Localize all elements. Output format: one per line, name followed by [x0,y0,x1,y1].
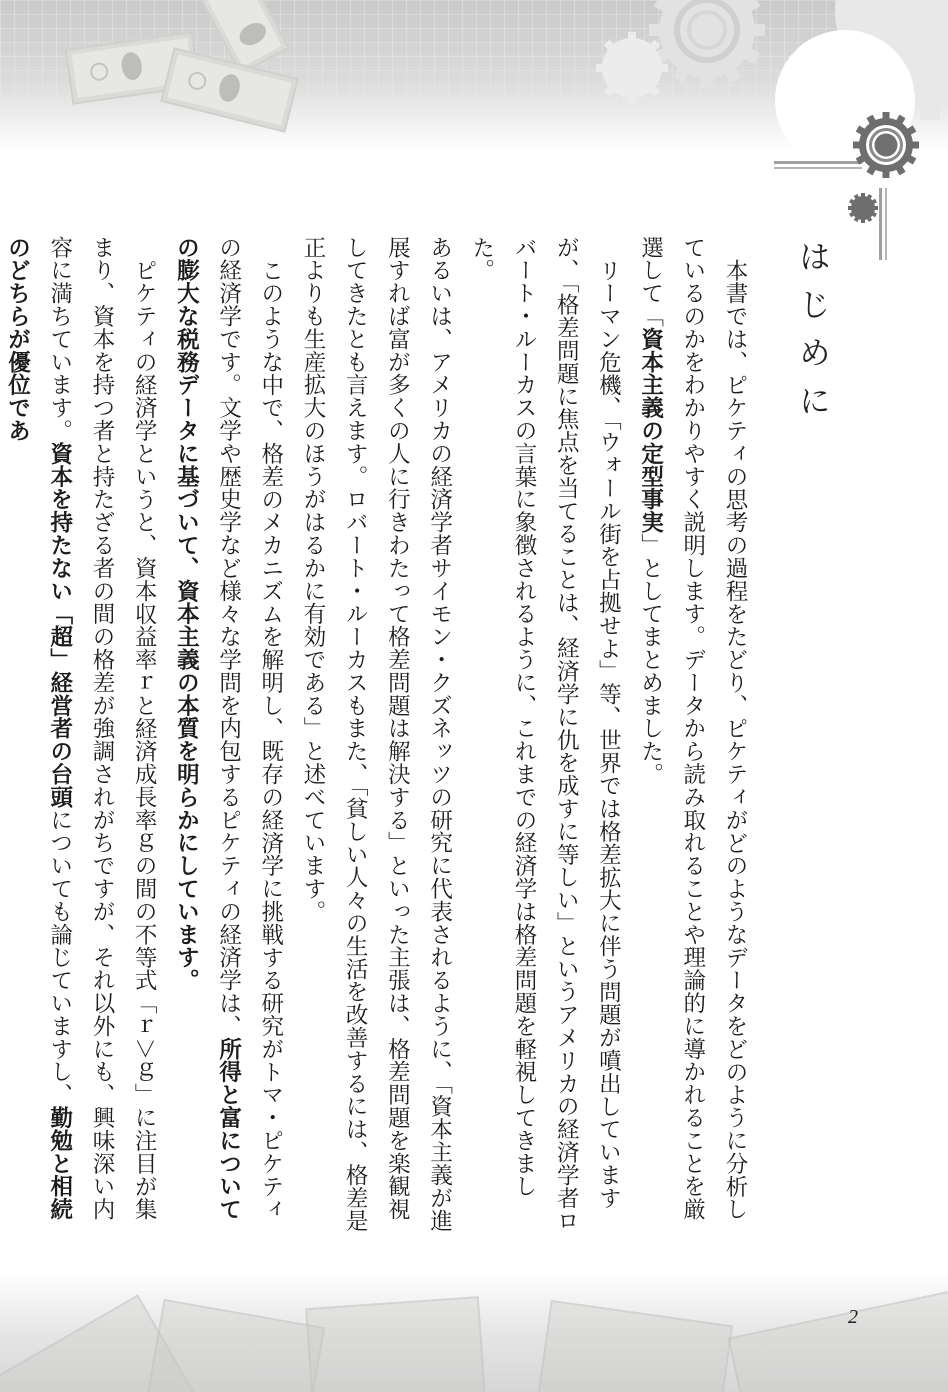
paragraph-text: このような中で、格差のメカニズムを解明し、既存の経済学に挑戦する研究がトマ・ピケティの経済学です。文学や歴史学など様々な学問を内包するピケティの経済学は、 [215,236,284,1221]
dollar-bill-image [531,1300,733,1392]
paragraph-text: についても論じていますし、 [46,808,73,1107]
emphasis-text: 資本を持たない「超」経営者の台頭 [46,442,73,809]
dollar-bill-image [139,1299,326,1392]
emphasis-text: 勤勉と相続のどちらが優位であ [4,236,73,1221]
paragraph [461,236,630,1236]
paragraph-text: あるいは、アメリカの経済学者サイモン・クズネッツの研究に代表されるように、「資本主義が進展すれば富が多くの人に行きわたって格差問題は解決する」といった主張は、格差問題を楽観視してきたとも言えます。ロバート・ルーカスもまた、「貧しい人々の生活を改善するには、格差是正よりも生産拡大のほうがはるかに有効である」と述べています。 [299,236,453,1233]
page-title: はじめに [794,240,832,432]
paragraph-text: 本書では、ピケティの思考の過程をたどり、ピケティがどのようなデータをどのように分析しているのかをわかりやすく説明します。データから読み取れることや理論的に導かれることを厳選して「 [637,236,748,1221]
paragraph [165,236,292,1236]
paragraph [292,236,461,1236]
paragraph-text: 」としてまとめました。 [637,533,664,786]
emphasis-text: 資本主義の定型事実 [637,327,664,534]
body-text [4,236,756,1236]
paragraph-text: ピケティの経済学というと、資本収益率ｒと経済成長率ｇの間の不等式「ｒ＞ｇ」に注目が集まり、資本を持つ者と持たざる者の間の格差が強調されがちですが、それ以外にも、興味深い内容に満ちています。 [46,236,158,1221]
paragraph-text: リーマン危機、「ウォール街を占拠せよ」等、世界では格差拡大に伴う問題が噴出していますが、「格差問題に焦点を当てることは、経済学に仇を成すに等しい」というアメリカの経済学者ロバート・ルーカスの言葉に象徴されるように、これまでの経済学は格差問題を軽視してきました。 [468,236,622,1233]
page-number: 2 [848,1306,858,1328]
paragraph [0,236,165,1236]
gear-ornament-icon [766,100,926,260]
dollar-bill-image [305,1296,489,1392]
footer-background [0,1272,948,1392]
dollar-bill-image [728,1289,948,1392]
emphasis-text: 所得と富についての膨大な税務データに基づいて、資本主義の本質を明らかにしています。 [173,236,242,1221]
paragraph [629,236,756,1236]
